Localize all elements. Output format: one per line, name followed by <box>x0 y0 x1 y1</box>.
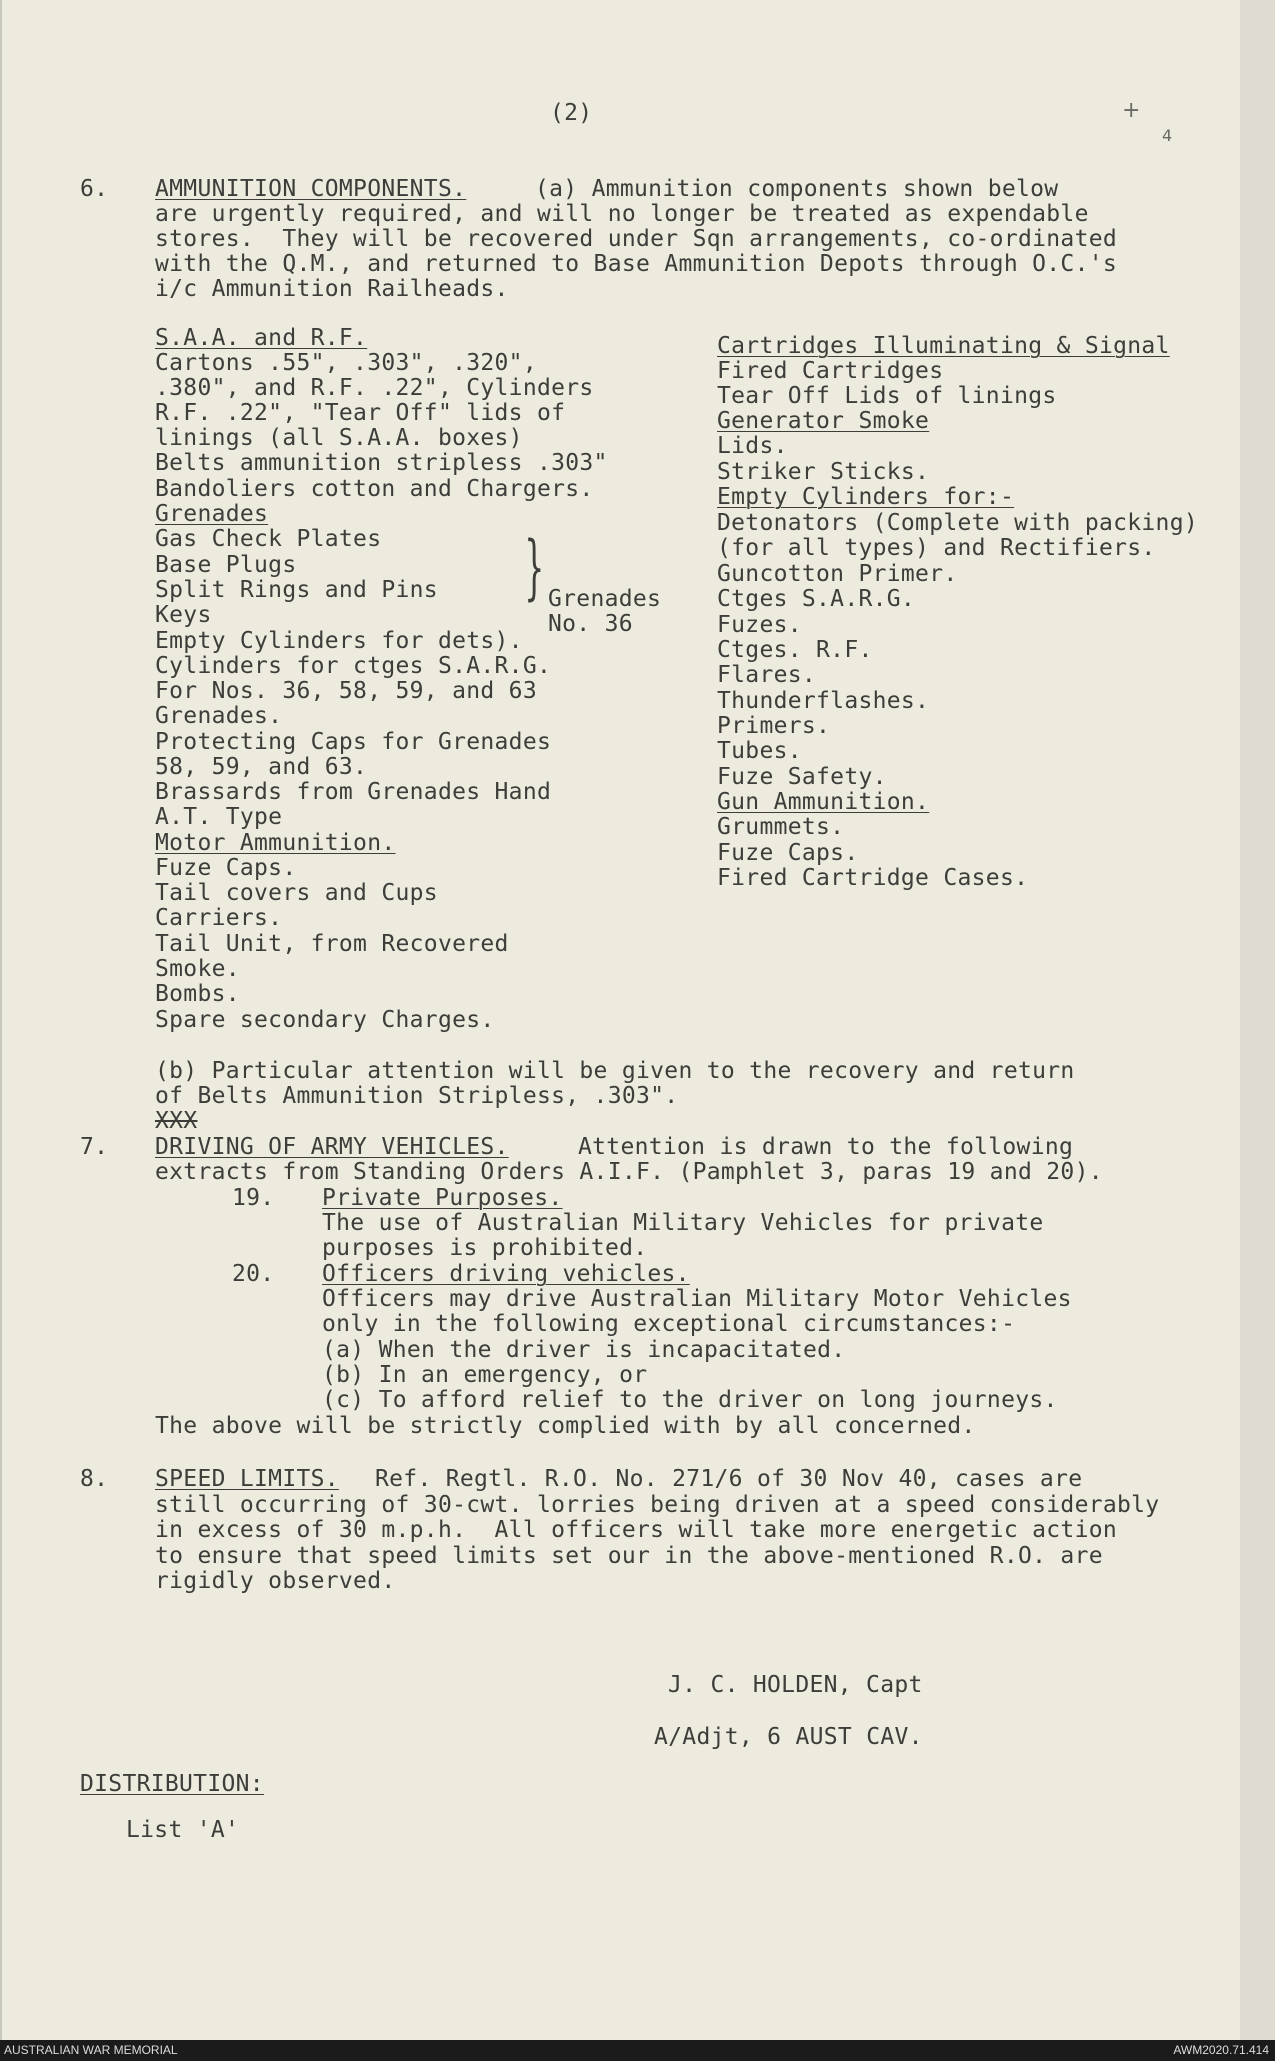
left-list-item: Tail Unit, from Recovered <box>155 931 509 957</box>
para-20-heading: Officers driving vehicles. <box>322 1261 690 1287</box>
right-list-item: Fired Cartridges <box>717 358 944 384</box>
left-list-item: Bandoliers cotton and Chargers. <box>155 476 594 502</box>
right-list-subheading: Generator Smoke <box>717 408 930 434</box>
left-list-item: Bombs. <box>155 981 240 1007</box>
right-list-item: Guncotton Primer. <box>717 561 958 587</box>
right-list-item: Fired Cartridge Cases. <box>717 865 1029 891</box>
section-6-number: 6. <box>80 176 109 202</box>
signature-title: A/Adjt, 6 AUST CAV. <box>654 1724 923 1750</box>
para-19-heading: Private Purposes. <box>322 1185 563 1211</box>
section-6-intro-line: stores. They will be recovered under Sqn arrangements, co-ordinated <box>155 226 1118 252</box>
left-list-item: Protecting Caps for Grenades <box>155 729 552 755</box>
archive-footer <box>0 2040 1275 2061</box>
left-list-item: A.T. Type <box>155 804 283 830</box>
left-list-item: Carriers. <box>155 905 283 931</box>
left-list-item: 58, 59, and 63. <box>155 754 368 780</box>
right-list-item: Ctges. R.F. <box>717 637 873 663</box>
para-20-line: only in the following exceptional circumstances:- <box>322 1311 1016 1337</box>
section-8-line: Ref. Regtl. R.O. No. 271/6 of 30 Nov 40, cases are <box>375 1466 1083 1492</box>
right-list-item: Ctges S.A.R.G. <box>717 586 916 612</box>
left-list-heading: S.A.A. and R.F. <box>155 325 368 351</box>
left-list-item: Split Rings and Pins <box>155 577 438 603</box>
distribution-heading: DISTRIBUTION: <box>80 1771 264 1797</box>
left-list-item: Brassards from Grenades Hand <box>155 779 552 805</box>
left-list-item: Spare secondary Charges. <box>155 1007 495 1033</box>
grenades-note: Grenades <box>548 586 662 612</box>
distribution-value: List 'A' <box>126 1817 240 1843</box>
left-list-subheading: Grenades <box>155 501 269 527</box>
para-20-line: Officers may drive Australian Military Motor Vehicles <box>322 1286 1072 1312</box>
section-6-part-b: of Belts Ammunition Stripless, .303". <box>155 1083 679 1109</box>
footer-catalog-id: AWM2020.71.414 <box>1173 2043 1269 2057</box>
right-list-item: Fuze Caps. <box>717 840 859 866</box>
left-list-item: R.F. .22", "Tear Off" lids of <box>155 400 566 426</box>
para-20-line: (b) In an emergency, or <box>322 1362 648 1388</box>
left-list-item: Grenades. <box>155 703 283 729</box>
section-7-heading: DRIVING OF ARMY VEHICLES. <box>155 1134 509 1160</box>
right-list-item: Tear Off Lids of linings <box>717 383 1057 409</box>
signature-name: J. C. HOLDEN, Capt <box>668 1672 923 1698</box>
left-list-item: .380", and R.F. .22", Cylinders <box>155 375 594 401</box>
left-list-item: Belts ammunition stripless .303" <box>155 450 608 476</box>
left-list-item: Empty Cylinders for dets). <box>155 628 523 654</box>
brace-mark: } <box>524 526 545 608</box>
section-6-intro-line: with the Q.M., and returned to Base Ammunition Depots through O.C.'s <box>155 251 1118 277</box>
left-list-item: Fuze Caps. <box>155 855 297 881</box>
section-8-heading: SPEED LIMITS. <box>155 1466 339 1492</box>
left-list-item: Base Plugs <box>155 552 297 578</box>
right-list-subheading: Empty Cylinders for:- <box>717 484 1015 510</box>
right-list-item: Thunderflashes. <box>717 688 930 714</box>
left-list-item: Gas Check Plates <box>155 526 382 552</box>
para-20-number: 20. <box>232 1261 275 1287</box>
section-6-intro-line: (a) Ammunition components shown below <box>535 176 1059 202</box>
right-list-item: Fuze Safety. <box>717 764 887 790</box>
para-19-line: The use of Australian Military Vehicles for private <box>322 1210 1044 1236</box>
right-list-item: Fuzes. <box>717 612 802 638</box>
right-list-item: Striker Sticks. <box>717 459 930 485</box>
right-list-item: Flares. <box>717 662 817 688</box>
right-list-item: Primers. <box>717 713 831 739</box>
section-7-closing: The above will be strictly complied with by all concerned. <box>155 1413 976 1439</box>
section-8-line: to ensure that speed limits set our in the above-mentioned R.O. are <box>155 1543 1103 1569</box>
left-list-item: Tail covers and Cups <box>155 880 438 906</box>
struck-text: XXX <box>155 1108 198 1134</box>
section-7-intro: extracts from Standing Orders A.I.F. (Pamphlet 3, paras 19 and 20). <box>155 1159 1103 1185</box>
section-6-intro-line: i/c Ammunition Railheads. <box>155 276 509 302</box>
section-7-number: 7. <box>80 1134 109 1160</box>
section-7-intro: Attention is drawn to the following <box>578 1134 1074 1160</box>
right-list-item: Tubes. <box>717 738 802 764</box>
section-6-part-b: (b) Particular attention will be given to the recovery and return <box>155 1058 1075 1084</box>
right-list-heading: Cartridges Illuminating & Signal <box>717 333 1170 359</box>
para-20-line: (c) To afford relief to the driver on long journeys. <box>322 1387 1058 1413</box>
page-edge <box>1240 0 1275 2040</box>
section-8-line: rigidly observed. <box>155 1568 396 1594</box>
corner-mark-number: 4 <box>1162 126 1173 145</box>
left-list-item: Smoke. <box>155 956 240 982</box>
grenades-note: No. 36 <box>548 611 633 637</box>
page-number: (2) <box>550 100 593 126</box>
right-list-item: Lids. <box>717 433 788 459</box>
footer-source: AUSTRALIAN WAR MEMORIAL <box>4 2043 178 2057</box>
para-19-number: 19. <box>232 1185 275 1211</box>
left-list-item: Keys <box>155 602 212 628</box>
right-list-subheading: Gun Ammunition. <box>717 789 930 815</box>
section-6-intro-line: are urgently required, and will no longer be treated as expendable <box>155 201 1089 227</box>
section-8-line: still occurring of 30-cwt. lorries being driven at a speed considerably <box>155 1492 1160 1518</box>
para-19-line: purposes is prohibited. <box>322 1235 648 1261</box>
para-20-line: (a) When the driver is incapacitated. <box>322 1337 846 1363</box>
left-list-item: For Nos. 36, 58, 59, and 63 <box>155 678 537 704</box>
right-list-item: Grummets. <box>717 814 845 840</box>
left-list-item: Cylinders for ctges S.A.R.G. <box>155 653 552 679</box>
left-list-subheading: Motor Ammunition. <box>155 830 396 856</box>
left-list-item: linings (all S.A.A. boxes) <box>155 425 523 451</box>
right-list-item: Detonators (Complete with packing) <box>717 510 1199 536</box>
left-list-item: Cartons .55", .303", .320", <box>155 350 537 376</box>
right-list-item: (for all types) and Rectifiers. <box>717 535 1156 561</box>
section-8-number: 8. <box>80 1466 109 1492</box>
corner-mark-plus: + <box>1122 98 1141 123</box>
section-8-line: in excess of 30 m.p.h. All officers will take more energetic action <box>155 1517 1118 1543</box>
section-6-heading: AMMUNITION COMPONENTS. <box>155 176 467 202</box>
